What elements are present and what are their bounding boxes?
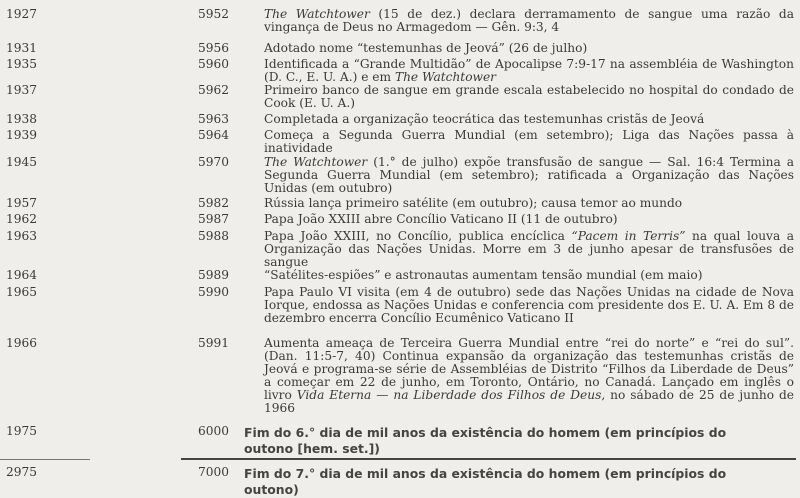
year-cell: 1931 [6,41,38,55]
anno-mundi-cell: 5970 [198,155,230,169]
event-cell [264,230,794,269]
year-cell: 1939 [6,128,38,142]
event-text: (1.° de julho) expõe transfusão de sangue — Sal. 16:4 Termina a Segunda Guerra Mundial (em setembro); ratificada a Organização das Nações Unidas (em outubro) [264,155,795,195]
event-text: “Satélites-espiões” e astronautas aumentam tensão mundial (em maio) [264,268,703,282]
year-cell: 1957 [6,196,38,210]
event-text: Identificada a “Grande Multidão” de Apocalipse 7:9-17 na assembléia de Washington (D. C., E. U. A.) e em [264,57,794,84]
anno-mundi-cell: 7000 [198,465,230,479]
year-cell: 1927 [6,7,38,21]
anno-mundi-cell: 5960 [198,57,230,71]
year-cell: 1965 [6,285,38,299]
event-text: (15 de dez.) declara derramamento de sangue uma razão da vingança de Deus no Armagedom — Gên. 9:3, 4 [264,7,795,34]
event-text: Fim do 7.° dia de mil anos da existência do homem (em princípios do outono) [244,466,727,497]
anno-mundi-cell: 5964 [198,128,230,142]
anno-mundi-cell: 5987 [198,212,230,226]
anno-mundi-cell: 5962 [198,83,230,97]
event-cell [264,113,794,126]
event-cell [264,156,794,195]
event-cell [244,425,764,457]
year-cell: 1935 [6,57,38,71]
anno-mundi-cell: 5952 [198,7,230,21]
event-text: Aumenta ameaça de Terceira Guerra Mundial entre “rei do norte” e “rei do sul”. (Dan. 11:5-7, 40) Continua expansão da organização das testemunhas cristãs de Jeová e programa-se série de Assembléias de Distrito “Filhos da Liberdade de Deus” a começar em 22 de junho, em Toronto, Ontário, no Canadá. Lançado em inglês o livro [264,336,794,402]
event-text: Primeiro banco de sangue em grande escala estabelecido no hospital do condado de Cook (E. U. A.) [264,83,794,110]
event-text: Rússia lança primeiro satélite (em outubro); causa temor ao mundo [264,196,683,210]
year-cell: 1963 [6,229,38,243]
anno-mundi-cell: 5991 [198,336,230,350]
event-text: Papa João XXIII abre Concílio Vaticano II (11 de outubro) [264,212,618,226]
year-cell: 1938 [6,112,38,126]
event-cell [264,286,794,325]
anno-mundi-cell: 5990 [198,285,230,299]
year-cell: 1964 [6,268,38,282]
year-cell: 1966 [6,336,38,350]
event-cell [264,8,794,34]
anno-mundi-cell: 5988 [198,229,230,243]
event-cell [264,129,794,155]
year-cell: 2975 [6,465,38,479]
year-cell: 1962 [6,212,38,226]
event-text: Adotado nome “testemunhas de Jeová” (26 de julho) [264,41,588,55]
year-cell: 1945 [6,155,38,169]
event-text: Papa Paulo VI visita (em 4 de outubro) sede das Nações Unidas na cidade de Nova Iorque, endossa as Nações Unidas e conferencia com presidente dos E. U. A. Em 8 de dezembro encerra Concílio Ecumênico Vaticano II [264,285,794,325]
year-cell: 1975 [6,424,38,438]
event-text: Completada a organização teocrática das testemunhas cristãs de Jeová [264,112,705,126]
event-text: na qual louva a Organização das Nações Unidas. Morre em 3 de junho apesar de transfusões de sangue [264,229,795,269]
event-title-italic: The Watchtower [264,7,370,21]
anno-mundi-cell: 6000 [198,424,230,438]
event-cell [264,84,794,110]
anno-mundi-cell: 5989 [198,268,230,282]
event-text: , no sábado de 25 de junho de 1966 [264,388,794,415]
event-cell [264,269,794,282]
event-cell [264,42,794,55]
event-cell [244,466,764,498]
year-cell: 1937 [6,83,38,97]
event-cell [264,58,794,84]
anno-mundi-cell: 5963 [198,112,230,126]
event-cell [264,337,794,415]
event-title-italic: Vida Eterna — na Liberdade dos Filhos de Deus [296,388,602,402]
event-text: Fim do 6.° dia de mil anos da existência do homem (em princípios do outono [hem. set.]) [244,425,727,456]
divider-short [0,459,90,460]
event-cell [264,213,794,226]
event-cell [264,197,794,210]
event-title-italic: The Watchtower [394,70,497,84]
anno-mundi-cell: 5956 [198,41,230,55]
event-title-italic: The Watchtower [264,155,368,169]
event-text: Papa João XXIII, no Concílio, publica encíclica [264,229,572,243]
event-title-italic: “Pacem in Terris” [571,229,686,243]
divider-long [181,458,796,460]
anno-mundi-cell: 5982 [198,196,230,210]
event-text: Começa a Segunda Guerra Mundial (em setembro); Liga das Nações passa à inatividade [264,128,794,155]
